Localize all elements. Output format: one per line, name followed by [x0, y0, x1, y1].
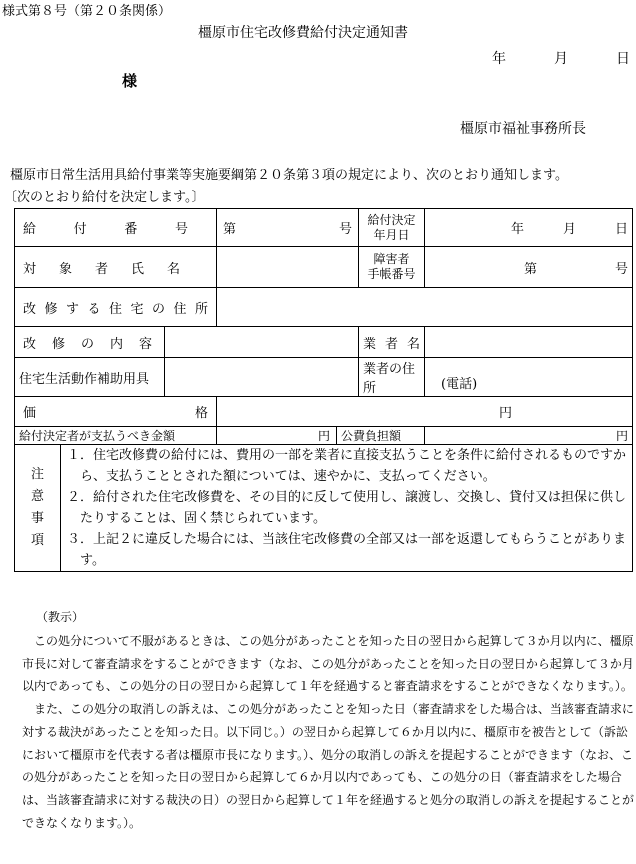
note-item: ３．上記２に違反した場合には、当該住宅改修費の全部又は一部を返還してもらうことがあります。: [67, 532, 627, 568]
teaching-title: （教示）: [36, 610, 85, 624]
teaching-paragraph: この処分について不服があるときは、この処分があったことを知った日の翌日から起算して３か月以内に、橿原市長に対して審査請求をすることができます（なお、この処分があったことを知った日の翌日から起算して３か月以内であっても、この処分の日の翌日から起算して１年を経過すると審査請求をすることができなくなります。）。: [22, 634, 634, 694]
table-row: [15, 397, 633, 427]
disability-certificate-label: [359, 247, 425, 288]
decision-date-label-2: 年月日: [373, 227, 410, 242]
date-month: 月: [554, 51, 568, 67]
payable-label: 給付決定者が支払うべき金額: [15, 427, 217, 445]
work-content-field: [165, 327, 359, 358]
contractor-address-label: 業者の住所: [359, 358, 425, 397]
recipient-name-field: [217, 247, 359, 288]
aid-equipment-field: [165, 358, 359, 397]
contractor-name-field: [425, 327, 633, 358]
table-row: [15, 327, 633, 358]
price-field: [217, 397, 633, 427]
date-year: 年: [492, 51, 506, 67]
issuer: 橿原市福祉事務所長: [460, 121, 586, 137]
table-row: [15, 427, 633, 445]
disability-label-1: 障害者: [373, 252, 410, 266]
notice-date: [492, 48, 630, 68]
table-row: [15, 247, 633, 288]
work-content-label: 改修の内容: [15, 327, 165, 358]
table-row: [15, 288, 633, 327]
payable-amount: [217, 427, 337, 445]
payment-number-suffix: 号: [338, 222, 352, 237]
table-row: [15, 445, 633, 572]
notes-heading-char: 注: [30, 467, 44, 482]
notes-heading-char: 意: [30, 489, 44, 504]
form-code: 様式第８号（第２０条関係）: [2, 4, 172, 19]
address-field: [217, 288, 633, 327]
price-yen: 円: [499, 406, 513, 421]
recipient-name-label: 対象者氏名: [15, 247, 217, 288]
notes-body: [61, 445, 633, 572]
document-title: 橿原市住宅改修費給付決定通知書: [198, 25, 408, 41]
disability-label-2: 手帳番号: [367, 267, 416, 281]
notes-heading-char: 事: [30, 511, 44, 526]
price-label: 価格: [15, 397, 217, 427]
addressee: 様: [122, 72, 138, 90]
note-item: １．住宅改修費の給付には、費用の一部を業者に直接支払うことを条件に給付されるものですから、支払うこととされた額については、速やかに、支払ってください。: [67, 448, 627, 484]
teaching-text: [22, 630, 636, 834]
phone-label: (電話): [441, 376, 478, 392]
public-share-amount: [425, 427, 633, 445]
disability-certificate-value: 第 号: [425, 247, 633, 288]
payment-number-label: 給付番号: [15, 209, 217, 247]
decision-statement: 〔次のとおり給付を決定します。〕: [4, 190, 205, 205]
intro-text: 橿原市日常生活用具給付事業等実施要綱第２０条第３項の規定により、次のとおり通知します。: [10, 168, 568, 183]
decision-date-label-1: 給付決定: [367, 212, 416, 227]
date-day: 日: [616, 51, 630, 67]
address-label: 改修する住宅の住所: [15, 288, 217, 327]
table-row: [15, 358, 633, 397]
contractor-address-field: [425, 358, 633, 397]
notes-heading: [15, 445, 61, 572]
payment-number-prefix: 第: [223, 222, 237, 237]
note-item: ２．給付された住宅改修費を、その目的に反して使用し、譲渡し、交換し、貸付又は担保に供したりすることは、固く禁じられています。: [67, 490, 627, 526]
notes-heading-char: 項: [30, 533, 44, 548]
contractor-name-label: 業者名: [359, 327, 425, 358]
aid-equipment-label: 住宅生活動作補助用具: [15, 358, 165, 397]
payable-yen: 円: [317, 429, 330, 443]
teaching-paragraph: また、この処分の取消しの訴えは、この処分があったことを知った日（審査請求をした場合は、当該審査請求に対する裁決があったことを知った日。以下同じ。）の翌日から起算して６か月以内に、橿原市を被告として（訴訟において橿原市を代表する者は橿原市長になります。）、処分の取消しの訴えを提起することができます（なお、この処分があったことを知った日の翌日から起算して６か月以内であっても、この処分の日（審査請求をした場合は、当該審査請求に対する裁決の日）の翌日から起算して１年を経過すると処分の取消しの訴えを提起することができなくなります。）。: [22, 702, 635, 830]
table-row: [15, 209, 633, 247]
payment-number-field: [217, 209, 359, 247]
public-share-label: 公費負担額: [337, 427, 425, 445]
decision-date-label: [359, 209, 425, 247]
decision-date-value: 年 月 日: [425, 209, 633, 247]
decision-table: [14, 208, 633, 572]
public-share-yen: 円: [615, 429, 628, 443]
